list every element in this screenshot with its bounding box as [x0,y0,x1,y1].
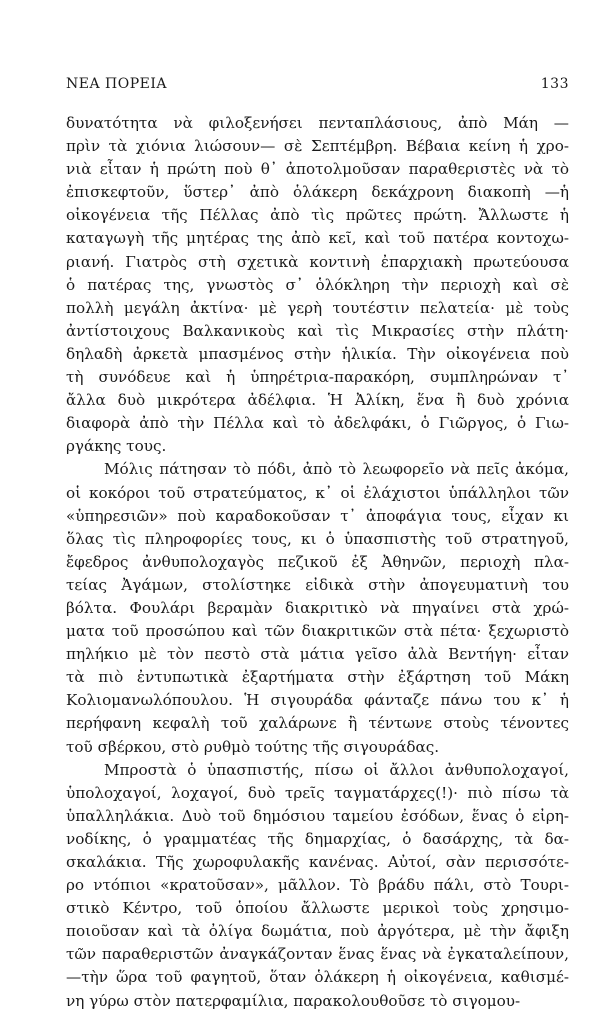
text-line: ὅλας τὶς πληροφορίες τους, κι ὁ ὑπασπιστὴς τοῦ στρατηγοῦ, [66,529,569,548]
paragraph [66,458,569,758]
text-line: καταγωγὴ τῆς μητέρας της ἀπὸ κεῖ, καὶ τοῦ πατέρα κοντοχω- [66,229,569,248]
text-line: οἱ κοκόροι τοῦ στρατεύματος, κ᾿ οἱ ἐλάχιστοι ὑπάλληλοι τῶν [66,483,569,502]
text-line: τὴ συνόδευε καὶ ἡ ὑπηρέτρια-παρακόρη, συμπληρώναν τ᾿ [66,368,569,387]
text-line: πηλήκιο μὲ τὸν πεστὸ στὰ μάτια γεῖσο ἀλὰ Βεντήγη· εἶταν [66,645,569,664]
text-line: ρο ντόπιοι «κρατοῦσαν», μᾶλλον. Τὸ βράδυ πάλι, στὸ Τουρι- [66,876,569,895]
text-line: ματα τοῦ προσώπου καὶ τῶν διακριτικῶν στὰ πέτα· ξεχωριστὸ [66,622,569,641]
text-line: ὁ πατέρας της, γνωστὸς σ᾿ ὁλόκληρη τὴν περιοχὴ καὶ σὲ [66,275,569,294]
text-line: οἰκογένεια τῆς Πέλλας ἀπὸ τὶς πρῶτες πρώτη. Ἄλλωστε ἡ [66,206,569,225]
text-line: Κολιομανωλόπουλου. Ἡ σιγουράδα φάνταζε πάνω του κ᾿ ἡ [66,691,569,710]
text-line: Μόλις πάτησαν τὸ πόδι, ἀπὸ τὸ λεωφορεῖο νὰ πεῖς ἀκόμα, [104,460,569,479]
text-line: νη γύρω στὸν πατερφαμίλια, παρακολουθοῦσε τὸ σιγομου- [66,991,521,1010]
text-line: ἐπισκεφτοῦν, ὕστερ᾿ ἀπὸ ὁλάκερη δεκάχρονη διακοπὴ —ἡ [66,183,569,202]
text-line: Μπροστὰ ὁ ὑπασπιστής, πίσω οἱ ἄλλοι ἀνθυπολοχαγοί, [104,760,569,779]
running-header-title: ΝΕΑ ΠΟΡΕΙΑ [66,76,167,92]
text-line: τῶν παραθεριστῶν ἀναγκάζονταν ἕνας ἕνας νὰ ἐγκαταλείπουν, [66,945,569,964]
text-line: στικὸ Κέντρο, τοῦ ὁποίου ἄλλωστε μερικοὶ τοὺς χρησιμο- [66,899,569,918]
text-line: ὑπαλληλάκια. Δυὸ τοῦ δημόσιου ταμείου ἐσόδων, ἕνας ὁ εἰρη- [66,806,569,825]
paragraph [66,759,569,1013]
text-line: διαφορὰ ἀπὸ τὴν Πέλλα καὶ τὸ ἀδελφάκι, ὁ Γιῶργος, ὁ Γιω- [66,414,569,433]
text-line: ἔφεδρος ἀνθυπολοχαγὸς πεζικοῦ ἐξ Ἀθηνῶν, περιοχὴ πλα- [66,552,569,571]
text-line: ὑπολοχαγοί, λοχαγοί, δυὸ τρεῖς ταγματάρχες(!)· πιὸ πίσω τὰ [66,783,569,802]
text-line: ριανή. Γιατρὸς στὴ σχετικὰ κοντινὴ ἐπαρχιακὴ πρωτεύουσα [66,252,569,271]
text-line: πρὶν τὰ χιόνια λιώσουν— σὲ Σεπτέμβρη. Βέβαια κείνη ἡ χρο- [66,137,569,156]
text-line: νοδίκης, ὁ γραμματέας τῆς δημαρχίας, ὁ δασάρχης, τὰ δα- [66,829,569,848]
text-line: βόλτα. Φουλάρι βεραμὰν διακριτικὸ νὰ πηγαίνει στὰ χρώ- [66,598,569,617]
text-line: νιὰ εἶταν ἡ πρώτη ποὺ θ᾿ ἀποτολμοῦσαν παραθεριστὲς νὰ τὸ [66,160,569,179]
text-line: δυνατότητα νὰ φιλοξενήσει πενταπλάσιους, ἀπὸ Μάη — [66,114,569,132]
text-line: «ὑπηρεσιῶν» ποὺ καραδοκοῦσαν τ᾿ ἀποφάγια τους, εἶχαν κι [66,506,569,525]
text-line: ἀντίστοιχους Βαλκανικοὺς καὶ τὶς Μικρασίες στὴν πλάτη· [66,321,569,340]
text-line: —τὴν ὥρα τοῦ φαγητοῦ, ὅταν ὁλάκερη ἡ οἰκογένεια, καθισμέ- [66,968,569,987]
text-line: περήφανη κεφαλὴ τοῦ χαλάρωνε ἢ τέντωνε στοὺς τένοντες [66,714,569,733]
paragraph [66,112,569,458]
text-line: τείας Ἀγάμων, στολίστηκε εἰδικὰ στὴν ἀπογευματινὴ του [66,575,569,594]
page-number: 133 [540,76,569,92]
text-line: πολλὴ μεγάλη ἀκτίνα· μὲ γερὴ τουτέστιν πελατεία· μὲ τοὺς [66,298,569,317]
running-header [66,76,569,96]
text-line: σκαλάκια. Τῆς χωροφυλακῆς κανένας. Αὐτοί, σὰν περισσότε- [66,853,569,871]
text-line: τὰ πιὸ ἐντυπωτικὰ ἐξαρτήματα στὴν ἐξάρτηση τοῦ Μάκη [66,668,569,687]
text-line: δηλαδὴ ἀρκετὰ μπασμένος στὴν ἡλικία. Τὴν οἰκογένεια ποὺ [66,344,569,363]
text-line: ποιοῦσαν καὶ τὰ ὀλίγα δωμάτια, ποὺ ἀργότερα, μὲ τὴν ἄφιξη [66,922,569,941]
text-line: ργάκης τους. [66,437,167,456]
text-line: τοῦ σβέρκου, στὸ ρυθμὸ τούτης τῆς σιγουράδας. [66,737,440,756]
body-text [66,112,569,1013]
text-line: ἄλλα δυὸ μικρότερα ἀδέλφια. Ἡ Ἀλίκη, ἕνα ἢ δυὸ χρόνια [66,391,569,410]
